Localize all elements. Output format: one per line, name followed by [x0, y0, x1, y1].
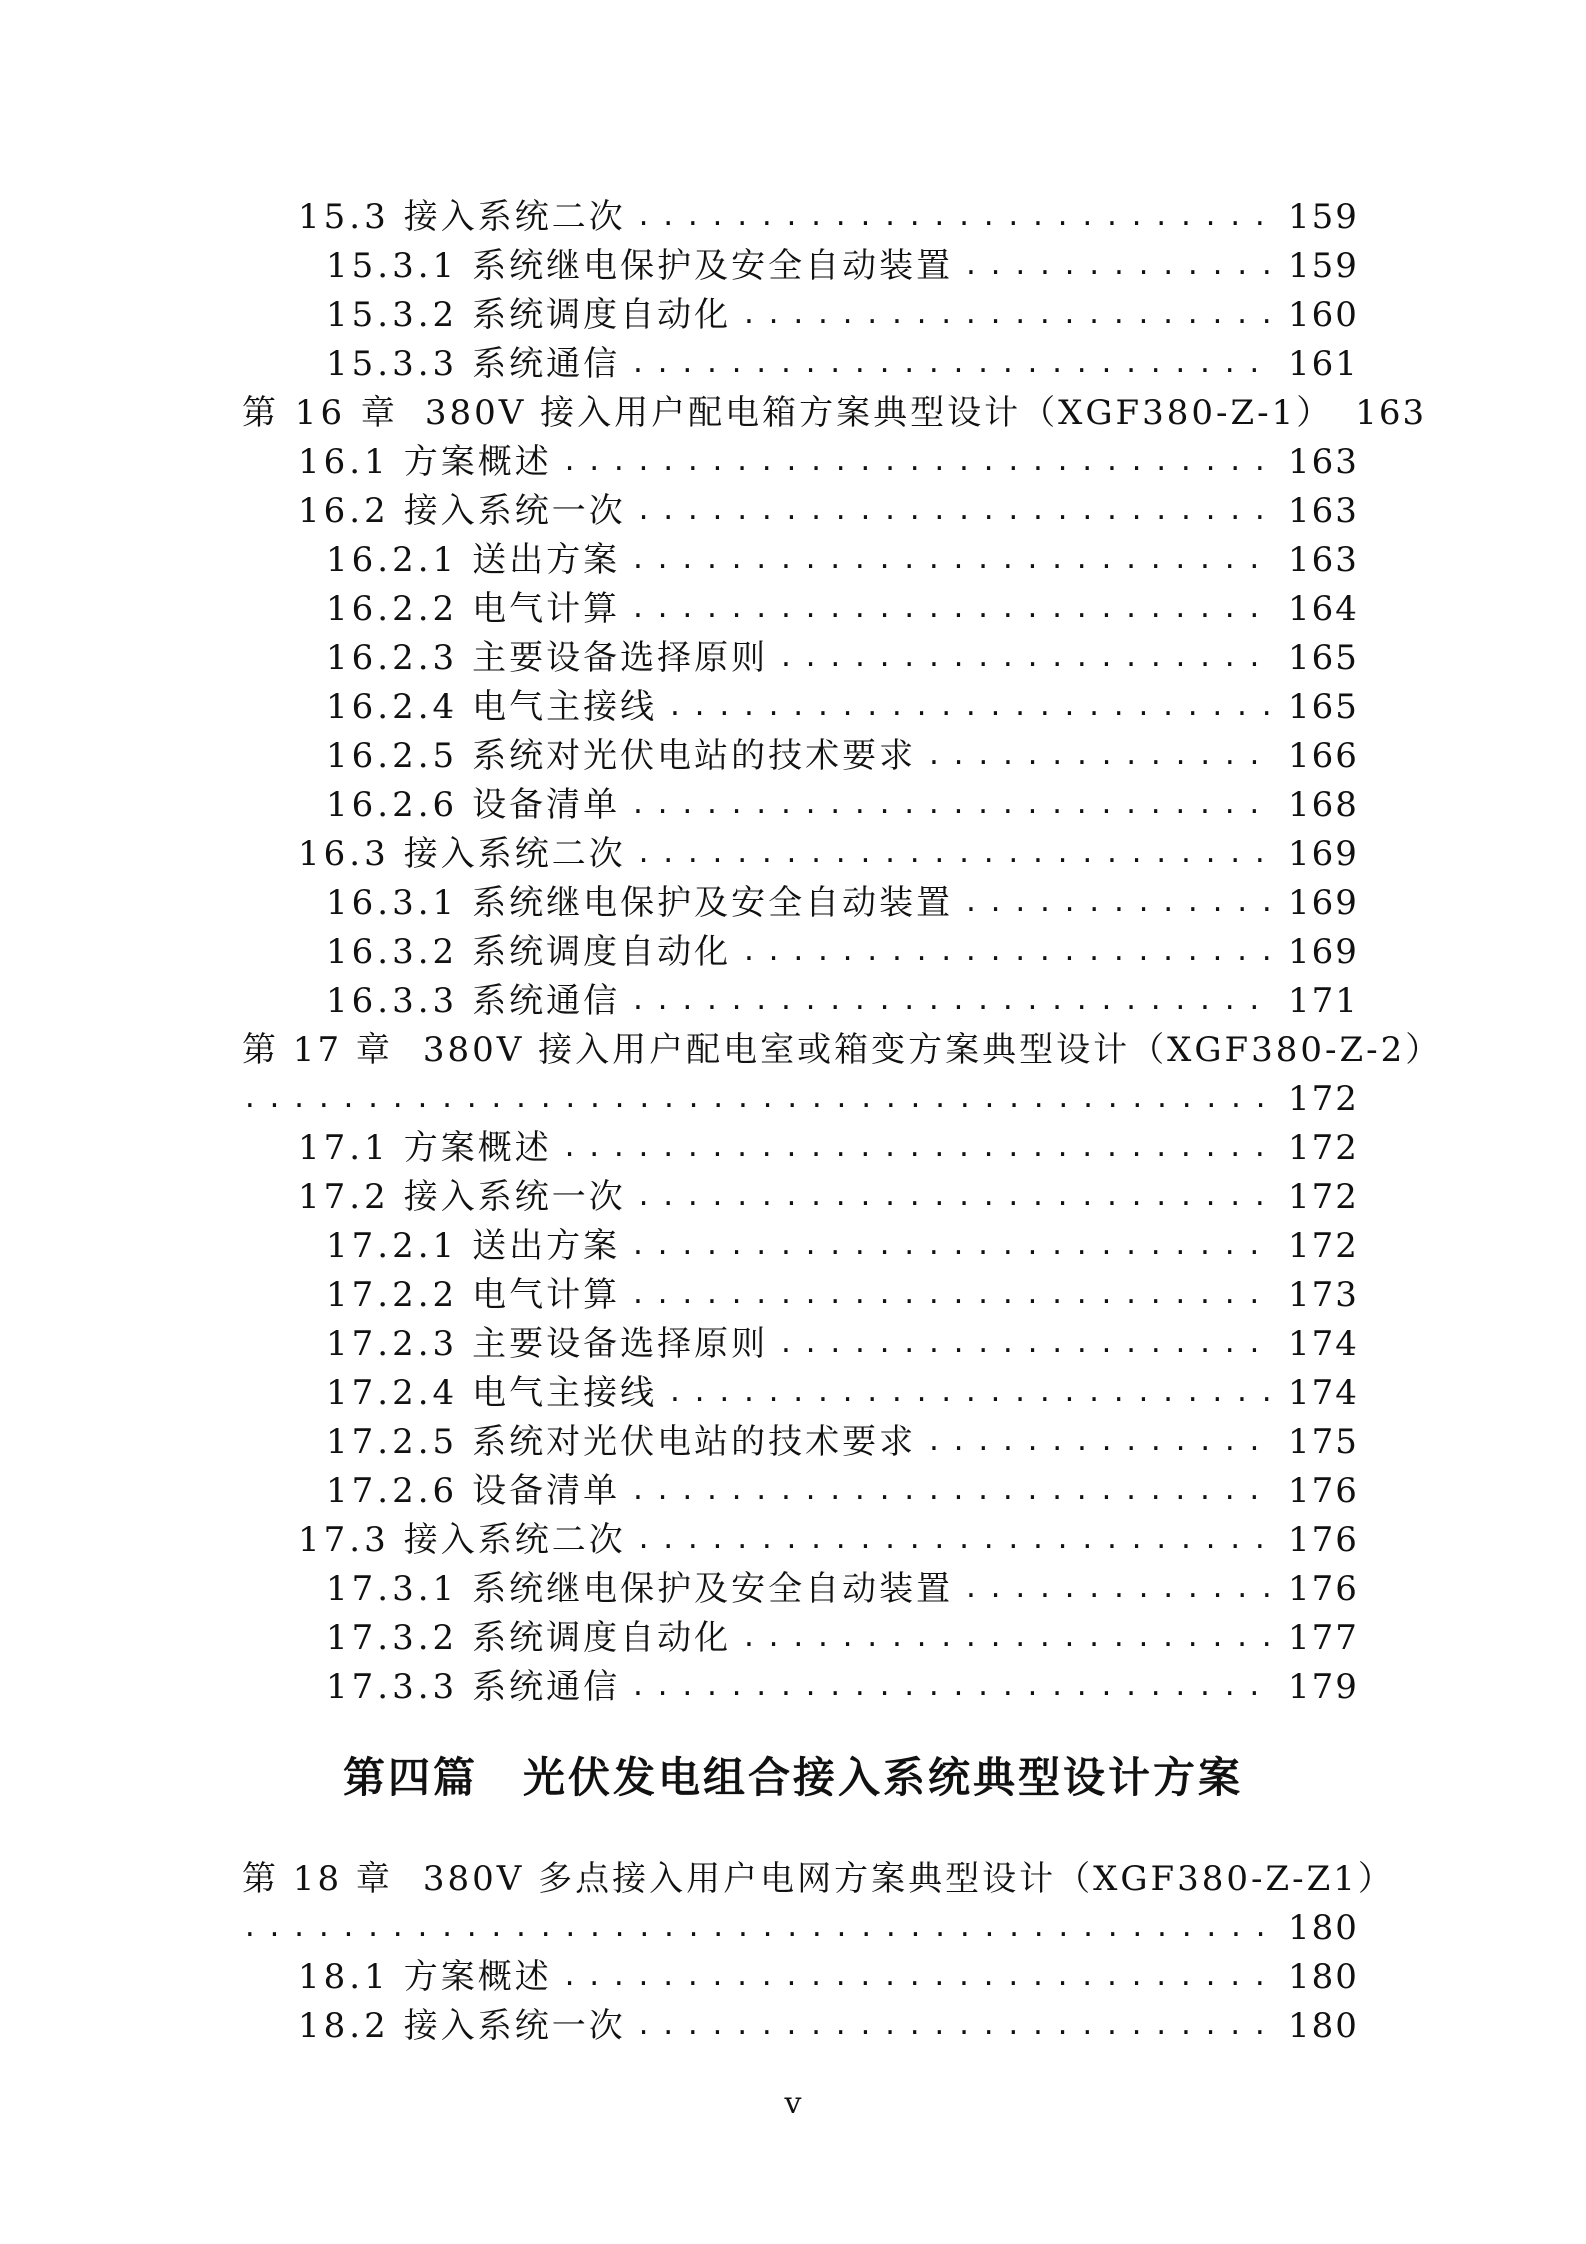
toc-entry-page: 176	[1288, 1471, 1359, 1511]
toc-entry-title: 系统通信	[472, 1667, 621, 1707]
leader-dots	[926, 732, 1276, 780]
toc-entry-number: 16.3.1	[326, 883, 459, 923]
toc-entry-title: 电气计算	[472, 1275, 621, 1315]
toc-entry-number: 16.2.5	[326, 736, 459, 776]
leader-dots	[667, 1369, 1276, 1417]
toc-entry-number: 17.3.3	[326, 1667, 459, 1707]
chapter-title: 380V 接入用户配电室或箱变方案典型设计（XGF380-Z-2）	[422, 1030, 1443, 1070]
toc-entry[interactable]	[298, 438, 1358, 486]
chapter-title: 380V 接入用户配电箱方案典型设计（XGF380-Z-1）	[424, 393, 1334, 433]
toc-entry-page: 168	[1288, 785, 1359, 825]
toc-entry[interactable]	[326, 1614, 1358, 1662]
toc-entry[interactable]	[326, 977, 1358, 1025]
toc-entry-number: 17.2	[298, 1177, 390, 1217]
leader-dots	[562, 1124, 1276, 1172]
toc-entry-number: 17.1	[298, 1128, 390, 1168]
toc-entry-page: 177	[1288, 1618, 1359, 1658]
toc-entry-page: 163	[1288, 442, 1359, 482]
toc-entry[interactable]	[298, 487, 1358, 535]
toc-entry-number: 16.2.3	[326, 638, 459, 678]
toc-entry[interactable]	[326, 879, 1358, 927]
toc-entry-page: 169	[1288, 932, 1359, 972]
toc-entry-title: 接入系统二次	[403, 197, 626, 237]
toc-entry[interactable]	[326, 1418, 1358, 1466]
leader-dots	[667, 683, 1276, 731]
toc-chapter-16[interactable]	[242, 389, 1427, 437]
toc-chapter-17-title-line[interactable]	[242, 1026, 1442, 1074]
toc-entry[interactable]	[326, 291, 1358, 339]
toc-entry-title: 系统对光伏电站的技术要求	[472, 1422, 917, 1462]
toc-entry-page: 180	[1288, 1957, 1359, 1997]
toc-entry-page: 169	[1288, 834, 1359, 874]
toc-entry-page: 174	[1288, 1373, 1359, 1413]
leader-dots	[636, 2002, 1276, 2050]
toc-entry-number: 17.3	[298, 1520, 390, 1560]
toc-entry-title: 系统通信	[472, 981, 621, 1021]
toc-entry-number: 16.3	[298, 834, 390, 874]
toc-entry[interactable]	[298, 830, 1358, 878]
toc-entry-title: 系统调度自动化	[472, 295, 732, 335]
toc-entry-title: 系统通信	[472, 344, 621, 384]
leader-dots	[242, 1075, 1276, 1123]
toc-entry-page: 163	[1288, 491, 1359, 531]
toc-entry-title: 系统对光伏电站的技术要求	[472, 736, 917, 776]
toc-entry-number: 18.1	[298, 1957, 390, 1997]
toc-entry[interactable]	[326, 1222, 1358, 1270]
toc-entry-title: 系统调度自动化	[472, 932, 732, 972]
toc-entry-title: 设备清单	[472, 1471, 621, 1511]
leader-dots	[242, 1904, 1276, 1952]
toc-entry-number: 17.2.6	[326, 1471, 459, 1511]
leader-dots	[636, 193, 1276, 241]
toc-entry-title: 接入系统一次	[403, 2006, 626, 2046]
toc-entry[interactable]	[326, 1663, 1358, 1711]
toc-entry[interactable]	[326, 781, 1358, 829]
leader-dots	[630, 781, 1276, 829]
leader-dots	[963, 1565, 1276, 1613]
toc-entry-title: 主要设备选择原则	[472, 1324, 769, 1364]
toc-entry[interactable]	[298, 1516, 1358, 1564]
toc-entry-title: 方案概述	[403, 1957, 552, 1997]
toc-entry[interactable]	[326, 928, 1358, 976]
leader-dots	[562, 1953, 1276, 2001]
part-heading: 第四篇 光伏发电组合接入系统典型设计方案	[342, 1753, 1243, 1802]
leader-dots	[630, 1271, 1276, 1319]
toc-entry[interactable]	[298, 1953, 1358, 2001]
toc-entry-title: 接入系统一次	[403, 1177, 626, 1217]
toc-entry[interactable]	[298, 1124, 1358, 1172]
toc-entry-title: 接入系统二次	[403, 834, 626, 874]
toc-entry-page: 172	[1288, 1177, 1359, 1217]
leader-dots	[630, 1663, 1276, 1711]
toc-entry-number: 16.2.6	[326, 785, 459, 825]
toc-entry-title: 电气计算	[472, 589, 621, 629]
toc-entry-title: 方案概述	[403, 442, 552, 482]
leader-dots	[741, 291, 1276, 339]
toc-entry-number: 17.3.1	[326, 1569, 459, 1609]
chapter-title: 380V 多点接入用户电网方案典型设计（XGF380-Z-Z1）	[422, 1859, 1395, 1899]
toc-entry-page: 163	[1288, 540, 1359, 580]
toc-entry[interactable]	[326, 1320, 1358, 1368]
toc-entry-title: 电气主接线	[472, 1373, 658, 1413]
toc-chapter-18-title-line[interactable]	[242, 1855, 1395, 1903]
toc-chapter-17-page-line[interactable]	[242, 1075, 1358, 1123]
leader-dots	[630, 977, 1276, 1025]
toc-entry-title: 系统调度自动化	[472, 1618, 732, 1658]
leader-dots	[630, 536, 1276, 584]
leader-dots	[963, 242, 1276, 290]
toc-entry-page: 174	[1288, 1324, 1359, 1364]
toc-entry-page: 176	[1288, 1569, 1359, 1609]
toc-entry-page: 166	[1288, 736, 1359, 776]
leader-dots	[636, 1516, 1276, 1564]
toc-entry[interactable]	[326, 683, 1358, 731]
toc-entry-number: 17.2.5	[326, 1422, 459, 1462]
toc-entry[interactable]	[298, 2002, 1358, 2050]
toc-entry-title: 方案概述	[403, 1128, 552, 1168]
toc-entry-page: 175	[1288, 1422, 1359, 1462]
toc-entry[interactable]	[326, 340, 1358, 388]
toc-entry-number: 16.2.4	[326, 687, 459, 727]
chapter-number: 第 18 章	[242, 1859, 393, 1899]
toc-entry-page: 172	[1288, 1226, 1359, 1266]
toc-entry-title: 送出方案	[472, 1226, 621, 1266]
toc-entry-page: 179	[1288, 1667, 1359, 1707]
toc-entry-number: 17.2.4	[326, 1373, 459, 1413]
toc-entry-title: 设备清单	[472, 785, 621, 825]
leader-dots	[741, 928, 1276, 976]
toc-entry[interactable]	[326, 1369, 1358, 1417]
toc-entry-number: 17.3.2	[326, 1618, 459, 1658]
leader-dots	[636, 830, 1276, 878]
toc-entry-title: 接入系统二次	[403, 1520, 626, 1560]
toc-entry-page: 173	[1288, 1275, 1359, 1315]
toc-entry[interactable]	[326, 634, 1358, 682]
toc-entry[interactable]	[326, 585, 1358, 633]
toc-entry-title: 系统继电保护及安全自动装置	[472, 1569, 954, 1609]
chapter-number: 第 17 章	[242, 1030, 393, 1070]
leader-dots	[630, 1222, 1276, 1270]
leader-dots	[630, 585, 1276, 633]
toc-entry[interactable]	[298, 1173, 1358, 1221]
toc-entry-page: 161	[1288, 344, 1359, 384]
toc-entry-number: 17.2.1	[326, 1226, 459, 1266]
toc-entry-page: 159	[1288, 246, 1359, 286]
toc-entry[interactable]	[326, 242, 1358, 290]
toc-entry-number: 16.1	[298, 442, 390, 482]
chapter-page: 163	[1355, 393, 1427, 433]
toc-entry-page: 169	[1288, 883, 1359, 923]
chapter-page: 180	[1288, 1908, 1359, 1948]
toc-entry[interactable]	[326, 1565, 1358, 1613]
toc-chapter-18-page-line[interactable]	[242, 1904, 1358, 1952]
toc-entry-number: 16.3.3	[326, 981, 459, 1021]
chapter-page: 172	[1288, 1079, 1359, 1119]
toc-entry-page: 160	[1288, 295, 1359, 335]
toc-entry-number: 16.2.2	[326, 589, 459, 629]
toc-entry-title: 送出方案	[472, 540, 621, 580]
toc-entry-page: 165	[1288, 638, 1359, 678]
toc-entry-number: 17.2.3	[326, 1324, 459, 1364]
toc-entry-number: 15.3.3	[326, 344, 459, 384]
leader-dots	[778, 1320, 1276, 1368]
toc-entry-page: 172	[1288, 1128, 1359, 1168]
toc-entry-title: 接入系统一次	[403, 491, 626, 531]
toc-entry-page: 171	[1288, 981, 1359, 1021]
toc-entry-number: 15.3.2	[326, 295, 459, 335]
toc-entry[interactable]	[326, 536, 1358, 584]
toc-entry-number: 16.2	[298, 491, 390, 531]
toc-entry-number: 16.3.2	[326, 932, 459, 972]
leader-dots	[926, 1418, 1276, 1466]
leader-dots	[741, 1614, 1276, 1662]
toc-entry-title: 系统继电保护及安全自动装置	[472, 883, 954, 923]
chapter-number: 第 16 章	[242, 393, 399, 433]
toc-entry-title: 电气主接线	[472, 687, 658, 727]
toc-entry-number: 15.3.1	[326, 246, 459, 286]
toc-entry[interactable]	[298, 193, 1358, 241]
toc-entry[interactable]	[326, 732, 1358, 780]
toc-entry-page: 159	[1288, 197, 1359, 237]
toc-entry-page: 176	[1288, 1520, 1359, 1560]
leader-dots	[778, 634, 1276, 682]
page-footer-number: v	[784, 2086, 802, 2121]
toc-entry-page: 165	[1288, 687, 1359, 727]
toc-entry[interactable]	[326, 1467, 1358, 1515]
leader-dots	[630, 1467, 1276, 1515]
leader-dots	[963, 879, 1276, 927]
toc-entry[interactable]	[326, 1271, 1358, 1319]
toc-entry-number: 16.2.1	[326, 540, 459, 580]
toc-entry-number: 17.2.2	[326, 1275, 459, 1315]
leader-dots	[630, 340, 1276, 388]
toc-entry-page: 164	[1288, 589, 1359, 629]
toc-entry-number: 15.3	[298, 197, 390, 237]
toc-entry-title: 系统继电保护及安全自动装置	[472, 246, 954, 286]
toc-entry-number: 18.2	[298, 2006, 390, 2046]
leader-dots	[636, 487, 1276, 535]
leader-dots	[562, 438, 1276, 486]
toc-entry-title: 主要设备选择原则	[472, 638, 769, 678]
leader-dots	[636, 1173, 1276, 1221]
toc-entry-page: 180	[1288, 2006, 1359, 2046]
